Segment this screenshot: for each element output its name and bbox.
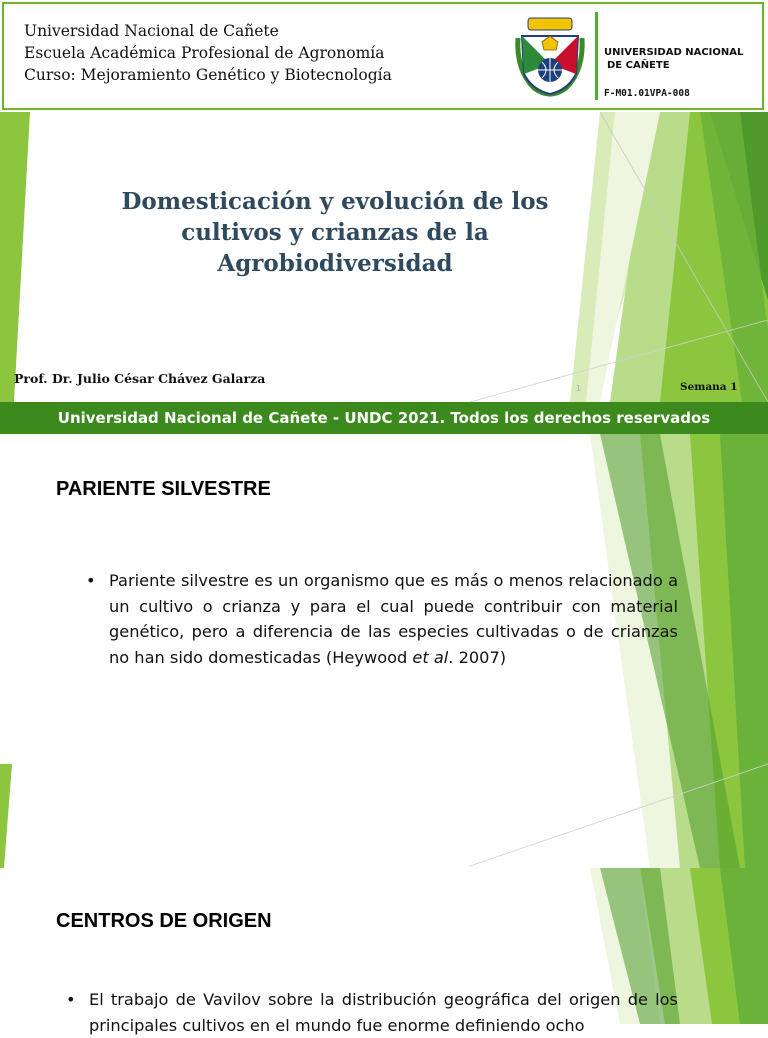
bullet-item xyxy=(88,568,678,671)
bullet-text-main: Pariente silvestre es un organismo que es más o menos relacionado a un cultivo o crianza y para el cual puede contribuir con material genético, pero a diferencia de las especies cultivadas o de crianzas no han sido domesticadas (Heywood xyxy=(109,571,678,668)
university-name-line1: UNIVERSIDAD NACIONAL xyxy=(604,47,744,58)
header-divider xyxy=(595,12,598,100)
title-line1: Domesticación y evolución de los xyxy=(121,188,549,215)
header-university: Universidad Nacional de Cañete xyxy=(24,22,279,40)
copyright-band: Universidad Nacional de Cañete - UNDC 2021. Todos los derechos reservados xyxy=(0,402,768,434)
professor-name: Prof. Dr. Julio César Chávez Galarza xyxy=(14,371,266,386)
section-heading: PARIENTE SILVESTRE xyxy=(56,478,271,500)
university-name xyxy=(604,46,754,72)
bullet-text: El trabajo de Vavilov sobre la distribución geográfica del origen de los principales cultivos en el mundo fue enorme definiendo ocho xyxy=(89,990,678,1035)
slide-title xyxy=(90,186,580,279)
section-heading: CENTROS DE ORIGEN xyxy=(56,910,272,932)
content-slide-centros xyxy=(0,868,768,1035)
bullet-item xyxy=(68,987,678,1038)
university-name-line2: DE CAÑETE xyxy=(607,60,670,71)
header-school: Escuela Académica Profesional de Agronomía xyxy=(24,44,385,62)
bullet-marker: • xyxy=(66,990,76,1009)
bullet-text-end: . 2007) xyxy=(448,648,507,668)
content-slide-pariente xyxy=(0,434,768,868)
week-label: Semana 1 xyxy=(680,381,738,393)
title-line3: Agrobiodiversidad xyxy=(217,250,453,277)
bullet-text-italic: et al xyxy=(412,648,449,668)
title-line2: cultivos y crianzas de la xyxy=(181,219,489,246)
bullet-text xyxy=(88,568,678,671)
header-course: Curso: Mejoramiento Genético y Biotecnología xyxy=(24,66,392,84)
university-seal-icon xyxy=(512,8,588,100)
slide-number: 1 xyxy=(576,384,582,393)
document-code: F-M01.01VPA-008 xyxy=(604,88,690,99)
title-slide xyxy=(0,0,768,402)
bullet-marker: • xyxy=(86,571,96,590)
